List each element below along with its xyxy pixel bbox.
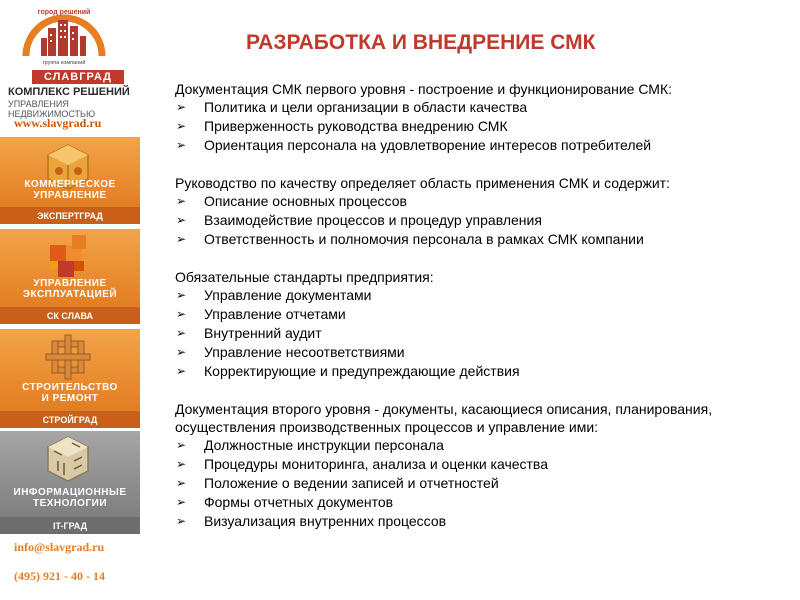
block-operation[interactable] (0, 229, 140, 324)
list-item: ➢ Процедуры мониторинга, анализа и оценки качества (176, 456, 548, 472)
list-item: ➢ Приверженность руководства внедрению СМК (176, 118, 508, 134)
puzzle-cube-icon (42, 231, 94, 283)
check-bullet-icon: ➢ (176, 100, 187, 114)
logo-name: СЛАВГРАД (32, 70, 124, 84)
section-title: Документация СМК первого уровня - построение и функционирование СМК: (175, 81, 672, 97)
check-bullet-icon: ➢ (176, 476, 187, 490)
block-title-line2: ТЕХНОЛОГИИ (32, 498, 108, 509)
list-item: ➢ Описание основных процессов (176, 193, 407, 209)
complex-subtitle: УПРАВЛЕНИЯ НЕДВИЖИМОСТЬЮ (8, 99, 96, 119)
section-second-level (175, 400, 775, 531)
block-construction[interactable] (0, 329, 140, 428)
list-item: ➢ Положение о ведении записей и отчетностей (176, 475, 499, 491)
list-item: ➢ Формы отчетных документов (176, 494, 394, 510)
block-subtitle: СК СЛАВА (46, 311, 94, 321)
section-title: Документация второго уровня - документы, касающиеся описания, планирования, осуществления производственных процессов и управление ими: (175, 401, 713, 435)
sidebar (0, 0, 140, 600)
phone-number: (495) 921 - 40 - 14 (14, 569, 105, 583)
check-bullet-icon: ➢ (176, 438, 187, 452)
check-bullet-icon: ➢ (176, 495, 187, 509)
section-quality-manual (175, 174, 775, 249)
site-url-link[interactable]: www.slavgrad.ru (14, 116, 102, 130)
slavgrad-logo[interactable] (14, 6, 114, 83)
check-bullet-icon: ➢ (176, 119, 187, 133)
block-title-line1: ИНФОРМАЦИОННЫЕ (13, 487, 127, 498)
logo-arc-text: город решений (37, 9, 91, 16)
logo-group-text: группа компаний (42, 60, 86, 66)
check-bullet-icon: ➢ (176, 194, 187, 208)
block-subtitle: СТРОЙГРАД (42, 415, 98, 425)
list-item: ➢ Политика и цели организации в области качества (176, 99, 528, 115)
section-standards (175, 268, 775, 381)
block-title-line2: УПРАВЛЕНИЕ (33, 190, 107, 201)
check-bullet-icon: ➢ (176, 514, 187, 528)
list-item: ➢ Внутренний аудит (176, 325, 322, 341)
list-item: ➢ Управление документами (176, 287, 372, 303)
content-area (175, 80, 775, 550)
block-subtitle: IT-ГРАД (52, 521, 88, 531)
list-item: ➢ Корректирующие и предупреждающие действия (176, 363, 520, 379)
block-title-line2: ЭКСПЛУАТАЦИЕЙ (22, 289, 118, 300)
section-first-level (175, 80, 775, 155)
check-bullet-icon: ➢ (176, 138, 187, 152)
section-title: Обязательные стандарты предприятия: (175, 269, 434, 285)
check-bullet-icon: ➢ (176, 288, 187, 302)
block-it[interactable] (0, 431, 140, 534)
list-item: ➢ Ответственность и полномочия персонала в рамках СМК компании (176, 231, 644, 247)
list-item: ➢ Взаимодействие процессов и процедур управления (176, 212, 542, 228)
page-title: РАЗРАБОТКА И ВНЕДРЕНИЕ СМК (246, 31, 596, 54)
check-bullet-icon: ➢ (176, 345, 187, 359)
check-bullet-icon: ➢ (176, 364, 187, 378)
list-item: ➢ Должностные инструкции персонала (176, 437, 444, 453)
block-commercial[interactable] (0, 137, 140, 224)
city-skyline-icon (14, 6, 114, 78)
list-item: ➢ Ориентация персонала на удовлетворение интересов потребителей (176, 137, 652, 153)
complex-title: КОМПЛЕКС РЕШЕНИЙ (8, 86, 130, 98)
block-title-line1: УПРАВЛЕНИЕ (33, 278, 107, 289)
list-item: ➢ Управление отчетами (176, 306, 346, 322)
check-bullet-icon: ➢ (176, 457, 187, 471)
block-subtitle: ЭКСПЕРТГРАД (37, 211, 103, 221)
block-title-line1: СТРОИТЕЛЬСТВО (22, 382, 118, 393)
email-link[interactable]: info@slavgrad.ru (14, 540, 105, 554)
block-title-line1: КОММЕРЧЕСКОЕ (24, 179, 116, 190)
block-title-line2: И РЕМОНТ (41, 393, 99, 404)
wooden-frame-icon (42, 331, 94, 383)
check-bullet-icon: ➢ (176, 307, 187, 321)
check-bullet-icon: ➢ (176, 213, 187, 227)
check-bullet-icon: ➢ (176, 326, 187, 340)
check-bullet-icon: ➢ (176, 232, 187, 246)
list-item: ➢ Управление несоответствиями (176, 344, 405, 360)
section-title: Руководство по качеству определяет область применения СМК и содержит: (175, 175, 670, 191)
list-item: ➢ Визуализация внутренних процессов (176, 513, 447, 529)
maze-cube-icon (42, 433, 94, 485)
